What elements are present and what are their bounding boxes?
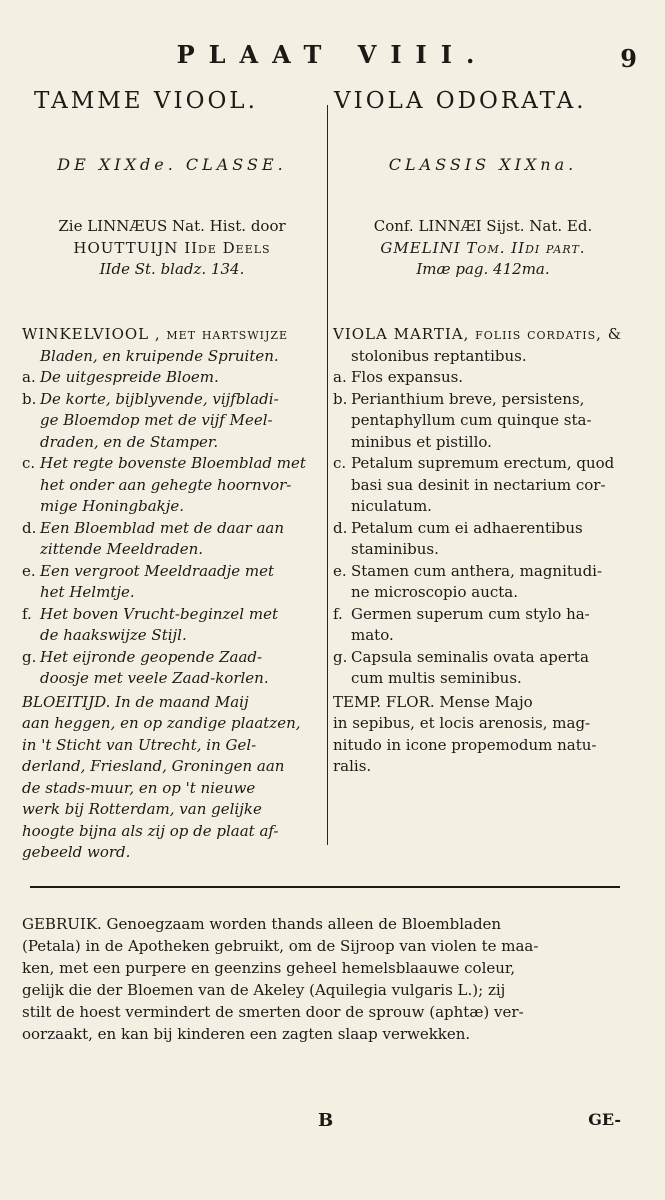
- left-item-line: [22, 561, 322, 583]
- usage-line: oorzaakt, en kan bij kinderen een zagten slaap verwekken.: [22, 1025, 471, 1043]
- right-item: [333, 604, 633, 647]
- usage-paragraph: [22, 913, 622, 1045]
- right-temp-line: in sepibus, et locis arenosis, mag-: [333, 714, 591, 732]
- right-item-text: minibus et pistillo.: [351, 432, 492, 451]
- left-item-line: [22, 475, 322, 497]
- left-item-label: b.: [22, 389, 37, 408]
- right-temp-line: ralis.: [333, 757, 372, 775]
- right-item-text: basi sua desinit in nectarium cor-: [351, 475, 606, 494]
- right-ref-line: Imæ pag. 412ma.: [416, 260, 550, 278]
- left-item-line: [22, 389, 322, 411]
- right-reference: [333, 216, 633, 281]
- right-intro: VIOLA MARTIA, foliis cordatis, &: [333, 325, 623, 343]
- left-item: [22, 453, 322, 518]
- right-item: [333, 518, 633, 561]
- right-item-text: ne microscopio aucta.: [351, 583, 518, 601]
- left-intro: WINKELVIOOL , met hartswijze: [22, 325, 289, 343]
- title-latin: VIOLA ODORATA.: [334, 88, 587, 114]
- left-item-text: Het eijronde geopende Zaad-: [40, 647, 263, 666]
- right-item-label: a.: [333, 368, 347, 386]
- right-item-list: [333, 367, 633, 690]
- right-temp-line: TEMP. FLOR. Mense Majo: [333, 692, 533, 711]
- right-item: [333, 453, 633, 518]
- right-item-line: [333, 539, 633, 561]
- section-rule: [30, 886, 620, 888]
- right-item-line: [333, 582, 633, 604]
- left-bloei-line: de stads-muur, en op 't nieuwe: [22, 778, 256, 797]
- title-dutch: TAMME VIOOL.: [34, 88, 258, 114]
- usage-line: gelijk die der Bloemen van de Akeley (Aquilegia vulgaris L.); zij: [22, 981, 506, 999]
- left-item-text: mige Honingbakje.: [40, 497, 185, 515]
- usage-line: GEBRUIK. Genoegzaam worden thands alleen de Bloembladen: [22, 915, 502, 933]
- right-item-text: Perianthium breve, persistens,: [351, 389, 585, 408]
- left-bloei-line: hoogte bijna als zij op de plaat af-: [22, 821, 279, 840]
- right-item-label: f.: [333, 604, 343, 623]
- left-bloei-line: gebeeld word.: [22, 843, 131, 861]
- right-item-line: [333, 367, 633, 389]
- left-item: [22, 518, 322, 561]
- left-item-text: Het regte bovenste Bloemblad met: [40, 454, 306, 472]
- right-item-line: [333, 647, 633, 669]
- right-item-text: staminibus.: [351, 540, 439, 558]
- left-flowering-time: [22, 692, 322, 864]
- right-item-line: [333, 475, 633, 497]
- signature-mark: B: [318, 1110, 334, 1131]
- left-item-label: a.: [22, 368, 36, 386]
- left-item-line: [22, 518, 322, 540]
- right-item-line: [333, 453, 633, 475]
- usage-line: stilt de hoest vermindert de smerten door de sprouw (aphtæ) ver-: [22, 1003, 524, 1021]
- right-item-text: Flos expansus.: [351, 368, 464, 386]
- right-item-label: b.: [333, 389, 348, 408]
- right-item: [333, 389, 633, 454]
- left-item-text: Een vergroot Meeldraadje met: [40, 561, 275, 580]
- left-item-line: [22, 367, 322, 389]
- right-intro: stolonibus reptantibus.: [351, 346, 527, 365]
- left-bloei-line: in 't Sticht van Utrecht, in Gel-: [22, 735, 257, 754]
- left-item-text: draden, en de Stamper.: [40, 432, 219, 451]
- left-item-label: d.: [22, 518, 37, 537]
- right-item-text: Germen superum cum stylo ha-: [351, 604, 590, 623]
- right-item-label: e.: [333, 561, 347, 580]
- left-item-text: het Helmtje.: [40, 583, 135, 601]
- left-item-label: e.: [22, 561, 36, 580]
- right-item-label: g.: [333, 647, 348, 666]
- page-number: 9: [620, 44, 637, 73]
- column-divider: [327, 105, 328, 845]
- left-bloei-line: BLOEITIJD. In de maand Maij: [22, 692, 249, 711]
- left-reference: [22, 216, 322, 281]
- right-item-text: pentaphyllum cum quinque sta-: [351, 411, 592, 429]
- left-item-line: [22, 410, 322, 432]
- right-item-label: d.: [333, 518, 348, 537]
- left-item-text: De korte, bijblyvende, vijfbladi-: [40, 389, 279, 408]
- left-item-text: Een Bloemblad met de daar aan: [40, 518, 285, 537]
- right-item: [333, 561, 633, 604]
- right-ref-line: GMELINI Tom. IIdi part.: [380, 238, 586, 257]
- catchword: GE-: [588, 1110, 621, 1129]
- left-item-line: [22, 625, 322, 647]
- left-item: [22, 367, 322, 389]
- left-item-label: g.: [22, 647, 37, 666]
- left-item-line: [22, 539, 322, 561]
- right-item-line: [333, 668, 633, 690]
- usage-line: (Petala) in de Apotheken gebruikt, om de Sijroop van violen te maa-: [22, 937, 539, 955]
- right-item-text: mato.: [351, 626, 394, 644]
- right-item-text: Petalum supremum erectum, quod: [351, 454, 615, 472]
- left-item-line: [22, 453, 322, 475]
- right-classis: CLASSIS XIXna.: [388, 155, 578, 174]
- left-item-line: [22, 668, 322, 690]
- right-item-line: [333, 389, 633, 411]
- right-item-text: Stamen cum anthera, magnitudi-: [351, 561, 603, 580]
- right-item: [333, 367, 633, 389]
- right-temp-line: nitudo in icone propemodum natu-: [333, 735, 597, 754]
- left-item-line: [22, 582, 322, 604]
- left-ref-line: IIde St. bladz. 134.: [99, 260, 245, 278]
- left-classe: DE XIXde. CLASSE.: [57, 155, 287, 174]
- left-item-line: [22, 604, 322, 626]
- left-item-line: [22, 496, 322, 518]
- left-item-text: zittende Meeldraden.: [40, 540, 204, 558]
- left-item-line: [22, 647, 322, 669]
- left-bloei-line: werk bij Rotterdam, van gelijke: [22, 800, 262, 818]
- right-item-line: [333, 561, 633, 583]
- right-item-text: niculatum.: [351, 497, 432, 515]
- left-bloei-line: aan heggen, en op zandige plaatzen,: [22, 714, 301, 732]
- left-item-text: Het boven Vrucht-beginzel met: [40, 604, 279, 623]
- left-item-text: de haakswijze Stijl.: [40, 626, 187, 644]
- right-item-label: c.: [333, 454, 347, 472]
- left-item-line: [22, 432, 322, 454]
- right-item-line: [333, 432, 633, 454]
- right-item: [333, 647, 633, 690]
- left-ref-line: HOUTTUIJN IIde Deels: [73, 238, 271, 257]
- left-item-label: c.: [22, 454, 36, 472]
- left-item-text: ge Bloemdop met de vijf Meel-: [40, 411, 273, 429]
- left-intro: Bladen, en kruipende Spruiten.: [40, 346, 279, 365]
- left-item: [22, 389, 322, 454]
- right-item-text: cum multis seminibus.: [351, 669, 522, 687]
- left-item-text: De uitgespreide Bloem.: [40, 368, 219, 386]
- right-description: [333, 324, 633, 778]
- plate-heading: PLAAT VIII.: [176, 40, 489, 69]
- left-item-text: het onder aan gehegte hoornvor-: [40, 475, 292, 494]
- right-item-line: [333, 410, 633, 432]
- right-item-text: Petalum cum ei adhaerentibus: [351, 518, 583, 537]
- left-item-label: f.: [22, 604, 32, 623]
- right-item-line: [333, 625, 633, 647]
- left-item-text: doosje met veele Zaad-korlen.: [40, 669, 269, 687]
- left-item: [22, 604, 322, 647]
- right-ref-line: Conf. LINNÆI Sijst. Nat. Ed.: [373, 217, 593, 235]
- right-flowering-time: [333, 692, 633, 778]
- left-ref-line: Zie LINNÆUS Nat. Hist. door: [58, 217, 286, 235]
- right-item-text: Capsula seminalis ovata aperta: [351, 647, 589, 666]
- right-item-line: [333, 496, 633, 518]
- left-item-list: [22, 367, 322, 690]
- usage-line: ken, met een purpere en geenzins geheel hemelsblaauwe coleur,: [22, 959, 516, 977]
- right-item-line: [333, 604, 633, 626]
- left-item: [22, 647, 322, 690]
- left-description: [22, 324, 322, 864]
- left-bloei-line: derland, Friesland, Groningen aan: [22, 757, 285, 775]
- right-item-line: [333, 518, 633, 540]
- left-item: [22, 561, 322, 604]
